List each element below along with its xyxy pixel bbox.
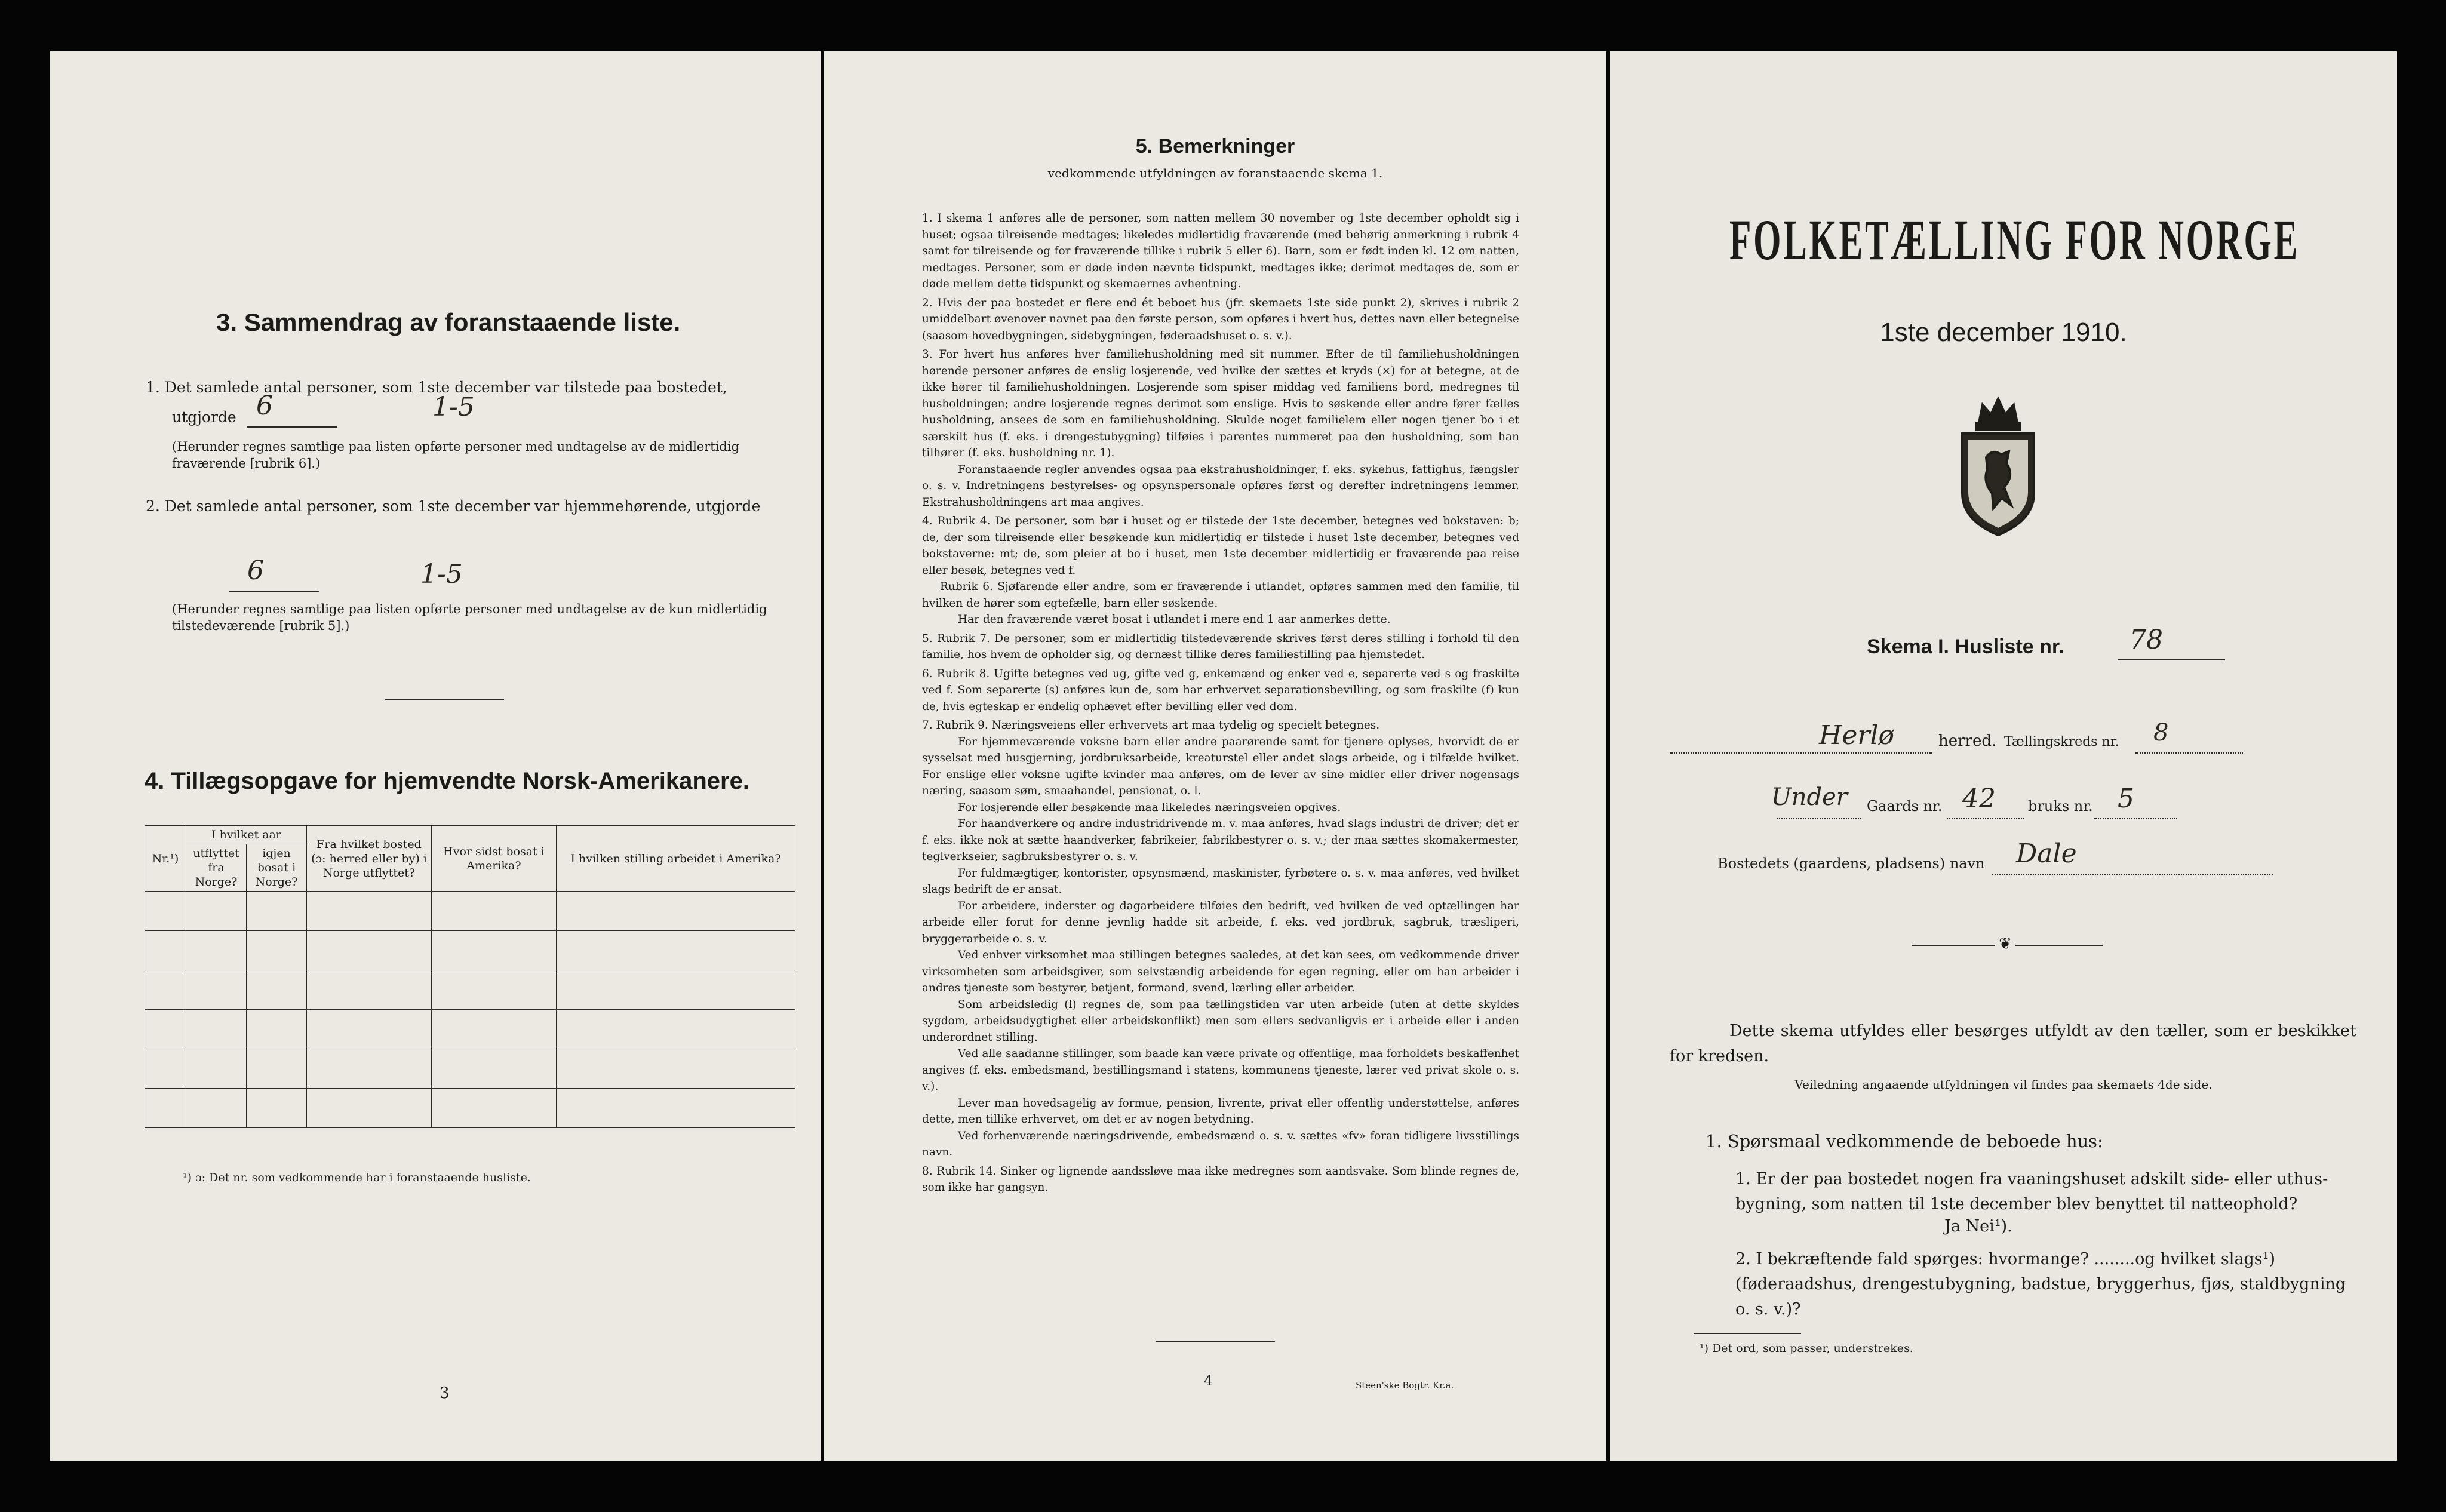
remark-6: 6. Rubrik 8. Ugifte betegnes ved ug, gifte ved g, enkemænd og enker ved e, separerte ved s og fraskilte ved f. Som separerte (s) anføres kun de, som har erhvervet separationsbevilling, og som fraskilte (f) kun de, hvis egteskap er endelig ophævet efter bevilling eller ved dom. [922,667,1519,713]
questions-heading: 1. Spørsmaal vedkommende de beboede hus: [1706,1131,2103,1151]
bruks-value: 5 [2118,783,2134,814]
section4-footnote: ¹) ɔ: Det nr. som vedkommende har i foranstaaende husliste. [183,1171,531,1184]
col-hvor: Hvor sidst bosat i Amerika? [432,826,557,892]
remark-7b: For hjemmeværende voksne barn eller andre paarørende samt for tjenere oplyses, hvorvidt de er sysselsat med husgjerning, jordbruksarbeide, kreaturstel eller andet slags arbeide, og i tilfælde hvilket. For enslige eller voksne ugifte kvinder maa anføres, om de lever av sine midler eller driver nogensags næring, saasom søm, smaahandel, pensionat, o. l. [922,735,1519,797]
remark-7d: For haandverkere og andre industridrivende m. v. maa anføres, hvad slags industri de driver; det er f. eks. ikke nok at sætte haandverker, fabrikeier, fabrikbestyrer o. s. v.; der maa sættes skomakermester, teglverkseier, sagbruksbestyrer o. s. v. [922,818,1519,863]
remark-8: 8. Rubrik 14. Sinker og lignende aandssløve maa ikke medregnes som aandsvake. Som blinde regnes de, som ikke har gangsyn. [922,1164,1519,1194]
remark-7: 7. Rubrik 9. Næringsveiens eller erhvervets art maa tydelig og specielt betegnes. [922,719,1380,732]
section3-item2: 2. Det samlede antal personer, som 1ste december var hjemmehørende, utgjorde [146,497,761,515]
item2-value: 6 [247,555,264,586]
left-page [50,51,821,1461]
section3-item1-note: (Herunder regnes samtlige paa listen opførte personer med undtagelse av de midlertidig fraværende [rubrik 6].) [172,440,740,471]
item1-range: 1-5 [432,392,475,422]
remarks-subheading: vedkommende utfyldningen av foranstaaende skema 1. [1047,166,1383,180]
remark-7k: Ved forhenværende næringsdrivende, embedsmænd o. s. v. sættes «fv» foran tidligere livsstillings navn. [922,1129,1519,1158]
question-1: 1. Er der paa bostedet nogen fra vaaningshuset adskilt side- eller uthus-bygning, som natten til 1ste december blev benyttet til natteophold? [1735,1170,2328,1213]
ornament-icon: ❦ [1995,935,2015,953]
norsk-amerikanere-table [145,825,795,1128]
item2-range: 1-5 [420,559,463,589]
intro-text: Dette skema utfyldes eller besørges utfyldt av den tæller, som er beskikket for kredsen. [1670,1022,2356,1065]
gaards-label: Gaards nr. [1867,798,1943,815]
middle-page [824,51,1606,1461]
remark-7c: For losjerende eller besøkende maa likeledes næringsveien opgives. [958,801,1341,814]
remark-7h: Som arbeidsledig (l) regnes de, som paa tællingstiden var uten arbeide (uten at dette skyldes sygdom, arbeidsudygtighet eller arbeidskonflikt) men som ellers sedvanligvis er i arbeide eller i anden underordnet stilling. [922,998,1519,1044]
printer-imprint: Steen'ske Bogtr. Kr.a. [1356,1380,1454,1391]
remark-7j: Lever man hovedsagelig av formue, pension, livrente, privat eller offentlig understøttelse, anføres dette, men tillike erhvervet, om det er av nogen betydning. [922,1096,1519,1126]
remark-4c: Har den fraværende været bosat i utlandet i mere end 1 aar anmerkes dette. [958,613,1391,626]
herred-label: herred. [1938,732,1997,750]
col-nr: Nr.¹) [145,826,186,892]
item1-value: 6 [256,391,273,421]
bruks-label: bruks nr. [2028,798,2093,815]
kreds-label: Tællingskreds nr. [2004,735,2119,749]
question-2: 2. I bekræftende fald spørges: hvormange? ........og hvilket slags¹) (føderaadshus, drengestubygning, badstue, bryggerhus, fjøs, staldbygning o. s. v.)? [1735,1250,2346,1319]
col-igjen: igjen bosat i Norge? [247,844,307,892]
under-label: Under [1771,783,1848,811]
right-footnote: ¹) Det ord, som passer, understrekes. [1700,1342,1913,1355]
remark-7f: For arbeidere, inderster og dagarbeidere tilføies den bedrift, ved hvilken de ved optællingen har arbeide eller forut for denne jevnlig hadde sit arbeide, f. eks. ved jordbruk, sagbruk, træsliperi, bryggerarbeide o. s. v. [922,899,1519,945]
section3-item1: 1. Det samlede antal personer, som 1ste december var tilstede paa bostedet, [146,379,727,396]
remark-5: 5. Rubrik 7. De personer, som er midlertidig tilstedeværende skrives først deres stilling i forhold til den familie, hos hvem de opholder sig, og dernæst tillike deres familiestilling paa hjemstedet. [922,632,1519,661]
kreds-value: 8 [2153,719,2169,746]
remark-3b: Foranstaaende regler anvendes ogsaa paa ekstrahusholdninger, f. eks. sykehus, fattighus, fængsler o. s. v. Indretningens bestyrelses- og opsynspersonale opføres først og derefter indretningens lemmer. Ekstrahusholdningens art maa angives. [922,463,1519,509]
remarks-body [922,210,1519,1196]
remark-7g: Ved enhver virksomhet maa stillingen betegnes saaledes, at det kan sees, om vedkommende driver virksomheten som arbeidsgiver, som selvstændig arbeidende for egen regning, eller om han arbeider i andres tjeneste som bestyrer, betjent, formand, svend, lærling eller arbeider. [922,949,1519,994]
col-stilling: I hvilken stilling arbeidet i Amerika? [557,826,795,892]
remark-4: 4. Rubrik 4. De personer, som bør i huset og er tilstede der 1ste december, betegnes ved bokstaven: b; de, der som tilreisende eller besøkende kun midlertidig er tilstede i huset 1ste december, betegnes ved bokstaverne: mt; de, som pleier at bo i huset, men 1ste december midlertidig er fraværende paa reise eller besøk, betegnes ved f. [922,515,1519,577]
skema-label: Skema I. Husliste nr. [1867,635,2064,658]
remark-7e: For fuldmægtiger, kontorister, opsynsmænd, maskinister, fyrbøtere o. s. v. maa anføres, ved hvilket slags bedrift de er ansat. [922,866,1519,896]
census-date: 1ste december 1910. [1880,318,2127,347]
veiledning-text: Veiledning angaaende utfyldningen vil findes paa skemaets 4de side. [1794,1077,2213,1092]
bosted-value: Dale [2016,838,2077,869]
herred-value: Herlø [1819,720,1895,751]
section4-heading: 4. Tillægsopgave for hjemvendte Norsk-Amerikanere. [145,768,749,794]
divider [385,699,504,700]
remarks-heading: 5. Bemerkninger [1135,135,1295,158]
remark-7i: Ved alle saadanne stillinger, som baade kan være private og offentlige, maa forholdets beskaffenhet angives (f. eks. embedsmand, bestillingsmand i statens, kommunens tjeneste, lærer ved privat skole o. s. v.). [922,1047,1519,1093]
remark-2: 2. Hvis der paa bostedet er flere end ét beboet hus (jfr. skemaets 1ste side punkt 2), skrives i rubrik 2 umiddelbart øvenover navnet paa den første person, som opføres i hvert hus, dettes navn eller betegnelse (saasom hovedbygningen, sidebygningen, føderaadshuset o. s. v.). [922,296,1519,342]
section3-item1-label: utgjorde [172,408,236,426]
remark-3: 3. For hvert hus anføres hver familiehusholdning med sit nummer. Efter de til familiehusholdningen hørende personer anføres de enslig losjerende, ved hvilke der sættes et kryds (×) for at betegne, at de ikke hører til familiehusholdningen. Losjerende som spiser middag ved familiens bord, medregnes til husholdningen; andre losjerende regnes derimot som enslige. Hvis to søskende eller andre fører fælles husholdning, ansees de som en familiehusholdning. Skulde noget familielem eller nogen tjener bo i et særskilt hus (f. eks. i drengestubygning) tilføies i parentes nummeret paa den husholdning, som han tilhører (f. eks. husholdning nr. 1). [922,348,1519,459]
bosted-label: Bostedets (gaardens, pladsens) navn [1717,855,1985,872]
remark-1: 1. I skema 1 anføres alle de personer, som natten mellem 30 november og 1ste december opholdt sig i huset; ogsaa tilreisende medtages; likeledes midlertidig fraværende (med behørig anmerkning i rubrik 4 samt for tilreisende og for fraværende tillike i rubrik 5 eller 6). Barn, som er født inden kl. 12 om natten, medtages. Personer, som er døde inden nævnte tidspunkt, medtages ikke; derimot medtages de, som er døde mellem dette tidspunkt og skemaernes avhentning. [922,212,1519,290]
col-fra: Fra hvilket bosted (ɔ: herred eller by) i Norge utflyttet? [307,826,432,892]
remark-4b: Rubrik 6. Sjøfarende eller andre, som er fraværende i utlandet, opføres sammen med den familie, til hvilken de hører som egtefælle, barn eller søskende. [922,580,1519,610]
census-title: FOLKETÆLLING FOR NORGE [1729,208,2300,272]
page-number-3: 3 [440,1384,450,1402]
right-page [1610,51,2397,1461]
coat-of-arms-icon [1944,392,2052,541]
section3-heading: 3. Sammendrag av foranstaaende liste. [216,308,681,336]
page-number-4: 4 [1204,1372,1213,1389]
husliste-nr: 78 [2130,625,2163,655]
footnote-divider [1694,1333,1801,1334]
gaards-value: 42 [1962,783,1996,814]
section3-item2-note: (Herunder regnes samtlige paa listen opførte personer med undtagelse av de kun midlertidig tilstedeværende [rubrik 5].) [172,602,767,633]
question-1-answer: Ja Nei¹). [1944,1217,2012,1236]
remarks-divider [1156,1341,1275,1342]
col-utflyttet: utflyttet fra Norge? [186,844,247,892]
col-year-group: I hvilket aar [186,826,307,844]
